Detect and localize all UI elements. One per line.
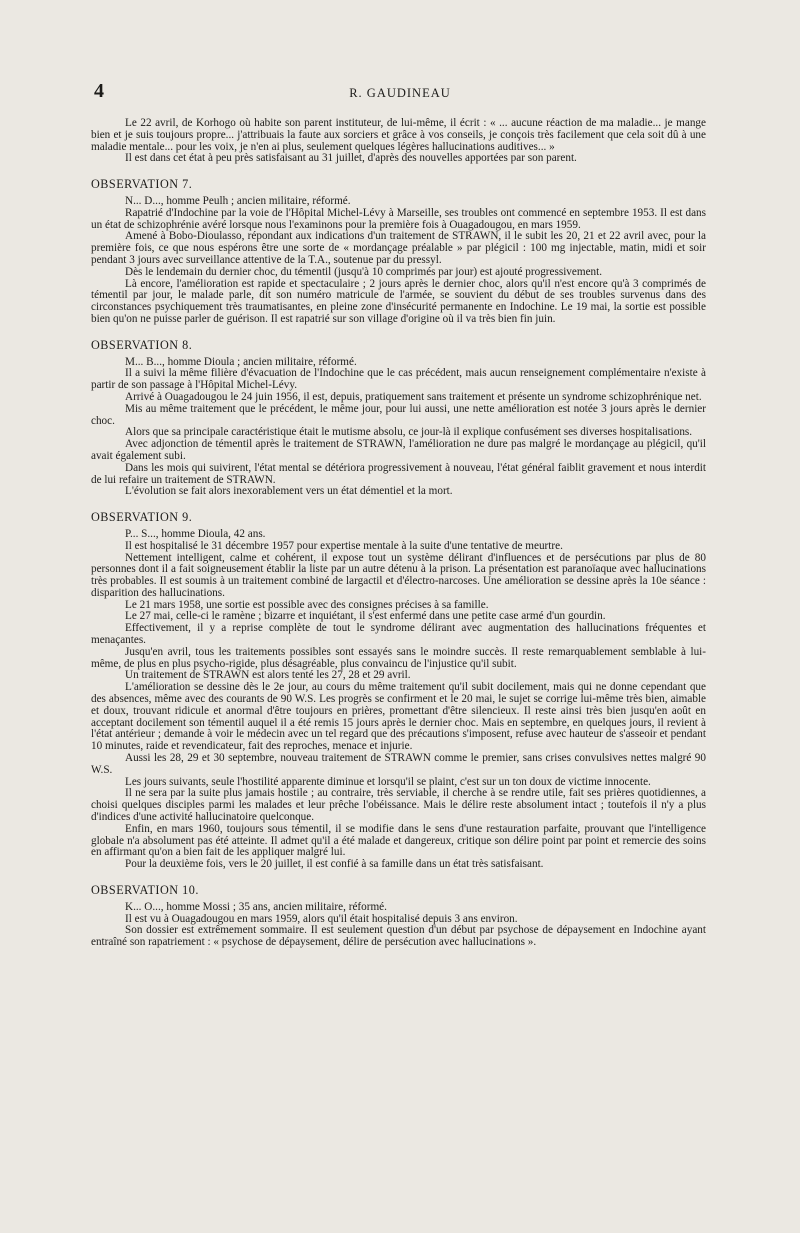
paragraph: Nettement intelligent, calme et cohérent, il expose tout un système délirant d'influences et de persécutions par plus de 80 personnes dont il a fait soigneusement établir la liste par un autre détenu à la prison. La présentation est paranoïaque avec hallucinations très probables. Il est soumis à un traitement combiné de largactil et d'électro-narcoses. Une amélioration se dessine après la 10e séance : disparition des hallucinations. <box>91 551 706 599</box>
paragraph: Rapatrié d'Indochine par la voie de l'Hôpital Michel-Lévy à Marseille, ses troubles ont commencé en septembre 1953. Il est dans un état de schizophrénie avéré lorsque nous l'examinons pour la première fois à Ouagadougou, en mars 1959. <box>91 206 706 231</box>
paragraph: Les jours suivants, seule l'hostilité apparente diminue et lorsqu'il se plaint, c'est sur un ton doux de victime innocente. <box>125 775 651 788</box>
paragraph: Là encore, l'amélioration est rapide et spectaculaire ; 2 jours après le dernier choc, alors qu'il n'est encore qu'à 3 comprimés de témentil par jour, le malade parle, dit son numéro matricule de l'armée, se souvient du début de ses troubles survenus dans des circonstances psychiquement très traumatisantes, en pleine zone d'insécurité permanente en Indochine. Le 19 mai, la sortie est possible bien qu'on ne puisse parler de guérison. Il est rapatrié sur son village d'origine où il va très bien fin juin. <box>91 277 706 325</box>
paragraph: Aussi les 28, 29 et 30 septembre, nouveau traitement de STRAWN comme le premier, sans crises convulsives nettes malgré 90 W.S. <box>91 752 706 776</box>
paragraph: Il est dans cet état à peu près satisfaisant au 31 juillet, d'après des nouvelles apportées par son parent. <box>125 152 577 165</box>
section-heading: OBSERVATION 9. <box>91 510 193 525</box>
page-header <box>94 82 706 106</box>
paragraph: Le 21 mars 1958, une sortie est possible avec des consignes précises à sa famille. <box>125 598 489 611</box>
section-heading: OBSERVATION 10. <box>91 883 199 898</box>
paragraph: Enfin, en mars 1960, toujours sous témentil, il se modifie dans le sens d'une restauration parfaite, prouvant que l'intelligence globale n'a absolument pas été atteinte. Il admet qu'il a été malade et dangereux, critique son délire point par point et remercie des soins en affirmant qu'on a bien fait de les appliquer malgré lui. <box>91 822 706 859</box>
section-heading: OBSERVATION 8. <box>91 337 193 352</box>
paragraph: Jusqu'en avril, tous les traitements possibles sont essayés sans le moindre succès. Il reste remarquablement semblable à lui-même, de plus en plus psycho-rigide, plus désagréable, plus convaincu de l'injustice qu'il subit. <box>91 645 706 670</box>
paragraph: Son dossier est extrêmement sommaire. Il est seulement question d'un début par psychose de dépaysement en Indochine ayant entraîné son rapatriement : « psychose de dépaysement, délire de persécution avec hallucinations ». <box>91 924 706 949</box>
paragraph: Pour la deuxième fois, vers le 20 juillet, il est confié à sa famille dans un état très satisfaisant. <box>125 858 544 871</box>
running-title: R. GAUDINEAU <box>349 86 451 100</box>
paragraph: Effectivement, il y a reprise complète de tout le syndrome délirant avec augmentation des hallucinations fréquentes et menaçantes. <box>91 622 706 647</box>
page-number: 4 <box>94 80 104 102</box>
paragraph: P... S..., homme Dioula, 42 ans. <box>125 527 266 540</box>
paragraph: Il est vu à Ouagadougou en mars 1959, alors qu'il était hospitalisé depuis 3 ans environ. <box>125 912 518 925</box>
paragraph: Il a suivi la même filière d'évacuation de l'Indochine que le cas précédent, mais aucun renseignement complémentaire n'existe à partir de son passage à l'Hôpital Michel-Lévy. <box>91 367 706 392</box>
paragraph: Le 22 avril, de Korhogo où habite son parent instituteur, de lui-même, il écrit : « ... aucune réaction de ma maladie... je mange bien et je suis toujours propre... j'attribuais la faute aux sorciers et grâce à vos conseils, je conçois très facilement que cela soit dû à une maladie mentale... pour les voix, je n'en ai plus, seulement quelques légères hallucinations auditives... » <box>91 117 706 153</box>
paragraph: N... D..., homme Peulh ; ancien militaire, réformé. <box>125 194 351 207</box>
paragraph: L'évolution se fait alors inexorablement vers un état démentiel et la mort. <box>125 485 453 498</box>
paragraph: K... O..., homme Mossi ; 35 ans, ancien militaire, réformé. <box>125 900 387 913</box>
paragraph: Le 27 mai, celle-ci le ramène ; bizarre et inquiétant, il s'est enfermé dans une petite case armé d'un gourdin. <box>125 610 606 623</box>
article-body <box>91 118 706 949</box>
paragraph: Dans les mois qui suivirent, l'état mental se détériora progressivement à nouveau, l'état général faiblit gravement et nous interdit de lui refaire un traitement de STRAWN. <box>91 461 706 486</box>
paragraph: Il ne sera par la suite plus jamais hostile ; au contraire, très serviable, il cherche à se rendre utile, fait ses prières quotidiennes, a choisi quelques disciples parmi les malades et leur prêche l'obéissance. Mais le délire reste absolument intact ; toutefois il n'y a plus d'indices d'une activité hallucinatoire quelconque. <box>91 787 706 824</box>
paragraph: Un traitement de STRAWN est alors tenté les 27, 28 et 29 avril. <box>125 669 411 682</box>
paragraph: M... B..., homme Dioula ; ancien militaire, réformé. <box>125 355 357 368</box>
paragraph: Arrivé à Ouagadougou le 24 juin 1956, il est, depuis, pratiquement sans traitement et présente un syndrome schizophrénique net. <box>125 390 702 403</box>
paragraph: Avec adjonction de témentil après le traitement de STRAWN, l'amélioration ne dure pas malgré le mordançage au plégicil, qu'il avait également subi. <box>91 438 706 462</box>
paragraph: Dès le lendemain du dernier choc, du témentil (jusqu'à 10 comprimés par jour) est ajouté progressivement. <box>125 265 603 278</box>
section-heading: OBSERVATION 7. <box>91 177 193 192</box>
paragraph: L'amélioration se dessine dès le 2e jour, au cours du même traitement qu'il subit docilement, mais qui ne donne cependant que des absences, même avec des courants de 90 W.S. Les progrès se confirment et le 20 mai, le sujet se corrige lui-même très bien, aimable et doux, trouvant ridicule et anormal d'être toujours en prières, promettant d'être silencieux. Il reste ainsi très bien jusqu'en août en acceptant docilement son témentil auquel il a été remis 15 jours après le dernier choc. Mais en septembre, en quelques jours, il revient à l'état antérieur ; demande à voir le médecin avec un tel regard que des précautions s'imposent, refuse avec hauteur de s'asseoir et pendant 10 minutes, raide et revendicateur, fait des reproches, menace et injurie. <box>91 681 706 753</box>
paragraph: Alors que sa principale caractéristique était le mutisme absolu, ce jour-là il explique confusément ses diverses hospitalisations. <box>125 426 693 439</box>
paragraph: Amené à Bobo-Dioulasso, répondant aux indications d'un traitement de STRAWN, il le subit les 20, 21 et 22 avril avec, pour la première fois, ce que nous espérons être une sorte de « mordançage préalable » par plégicil : 100 mg injectable, matin, midi et soir pendant 3 jours avec surveillance attentive de la T.A., soutenue par du pressyl. <box>91 230 706 266</box>
paragraph: Mis au même traitement que le précédent, le même jour, pour lui aussi, une nette amélioration est notée 3 jours après le dernier choc. <box>91 402 706 427</box>
paragraph: Il est hospitalisé le 31 décembre 1957 pour expertise mentale à la suite d'une tentative de meurtre. <box>125 539 563 552</box>
